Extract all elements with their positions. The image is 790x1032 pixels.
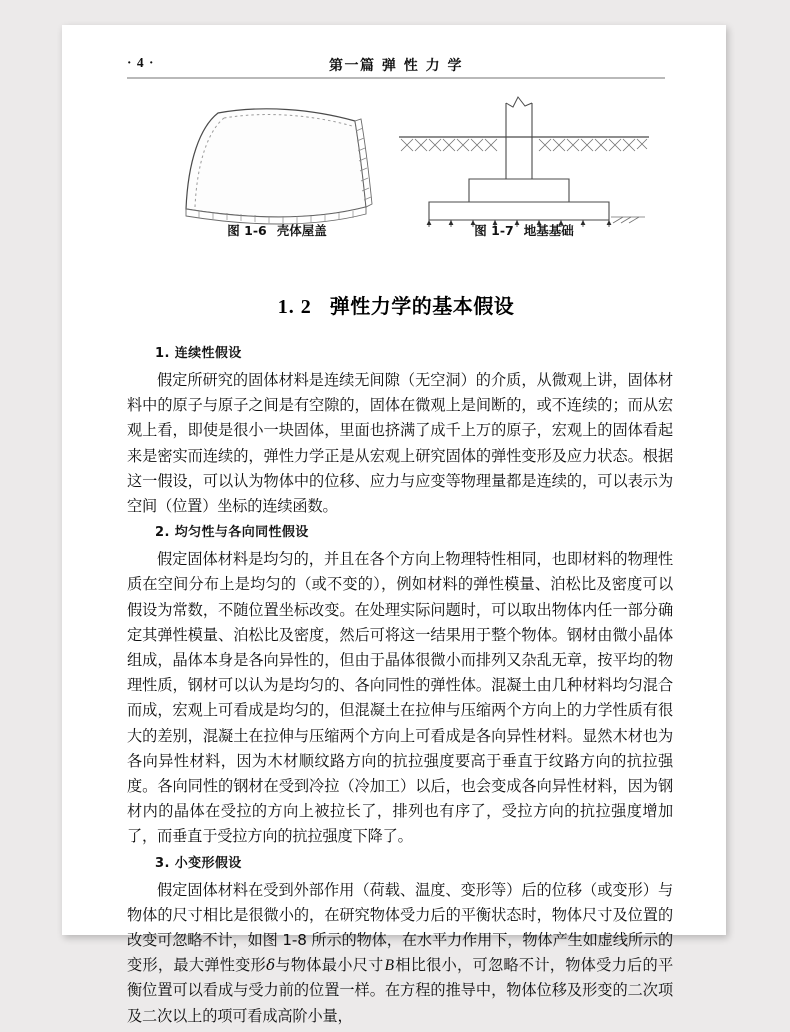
caption-figure-1-6: [152, 221, 402, 239]
figure-shell-roof: [152, 87, 402, 227]
running-title: 第一篇 弹 性 力 学: [329, 58, 463, 74]
symbol-b: B: [384, 957, 394, 975]
body-content: [127, 343, 673, 1032]
symbol-delta: δ: [266, 956, 275, 975]
figure-caption-row: [127, 221, 665, 243]
header-divider: [127, 77, 665, 79]
subsection-paragraph-1: 假定所研究的固体材料是连续无间隙（无空洞）的介质，从微观上讲，固体材料中的原子与原子之间是有空隙的，固体在微观上是间断的，或不连续的；而从宏观上看，即使是很小一块固体，里面也挤满了成千上万的原子，宏观上的固体看起来是密实而连续的，弹性力学正是从宏观上研究固体的弹性变形及应力状态。根据这一假设，可以认为物体中的位移、应力与应变等物理量都是连续的，可以表示为空间（位置）坐标的连续函数。: [127, 371, 673, 516]
page-header: [127, 55, 665, 85]
document-page: [62, 25, 726, 1025]
paragraph-3-part-1: 假定固体材料在受到外部作用（荷载、温度、变形等）后的位移（或变形）与物体的尺寸相比是很微小的，在研究物体受力后的平衡状态时，物体尺寸及位置的改变可忽略不计，如图 1-8 所示的物体，在水平力作用下，物体产生如虚线所示的变形，最大弹性变形: [127, 880, 673, 975]
page-number: · 4 ·: [127, 55, 155, 70]
subsection-paragraph-2: 假定固体材料是均匀的，并且在各个方向上物理特性相同，也即材料的物理性质在空间分布上是均匀的（或不变的），例如材料的弹性模量、泊松比及密度可以假设为常数，不随位置坐标改变。在处理实际问题时，可以取出物体内任一部分确定其弹性模量、泊松比及密度，然后可将这一结果用于整个物体。钢材由微小晶体组成，晶体本身是各向异性的，但由于晶体很微小而排列又杂乱无章，按平均的物理性质，钢材可以认为是均匀的、各向同性的弹性体。混凝土由几种材料均匀混合而成，宏观上可看成是均匀的，但混凝土在拉伸与压缩两个方向上的力学性质有很大的差别，混凝土在拉伸与压缩两个方向上可看成是各向异性材料。显然木材也为各向异性材料，因为木材顺纹路方向的抗拉强度要高于垂直于纹路方向的抗拉强度。各向同性的钢材在受到冷拉（冷加工）以后，也会变成各向异性材料，因为钢材内的晶体在受拉的方向上被拉长了，排列也有序了，受拉方向的抗拉强度增加了，而垂直于受拉方向的抗拉强度下降了。: [127, 550, 673, 846]
section-title: 弹性力学的基本假设: [329, 294, 515, 318]
section-number: 1. 2: [277, 296, 312, 318]
caption-number-1-7: 图 1-7: [474, 223, 514, 238]
subsection-heading-1: 1. 连续性假设: [155, 346, 242, 361]
caption-text-1-7: 地基基础: [523, 223, 574, 238]
paragraph-3-part-2: 与物体最小尺寸: [274, 956, 384, 975]
subsection-heading-3: 3. 小变形假设: [155, 855, 242, 871]
figure-foundation: [399, 87, 649, 227]
foundation-drawing: [399, 87, 649, 227]
subsection-heading-2: 2. 均匀性与各向同性假设: [155, 525, 309, 541]
paragraph-3-part-3: 相比很小，可忽略不计，物体受力后的平衡位置可以看成与受力前的位置一样。在方程的推导中，物体位移及形变的二次项及二次以上的项可看成高阶小量，: [127, 956, 673, 1025]
caption-figure-1-7: [399, 221, 649, 239]
subsection-paragraph-3: [127, 878, 673, 1029]
caption-number-1-6: 图 1-6: [227, 223, 267, 238]
caption-text-1-6: 壳体屋盖: [276, 223, 327, 238]
shell-roof-drawing: [152, 87, 402, 227]
section-heading: [127, 290, 665, 319]
